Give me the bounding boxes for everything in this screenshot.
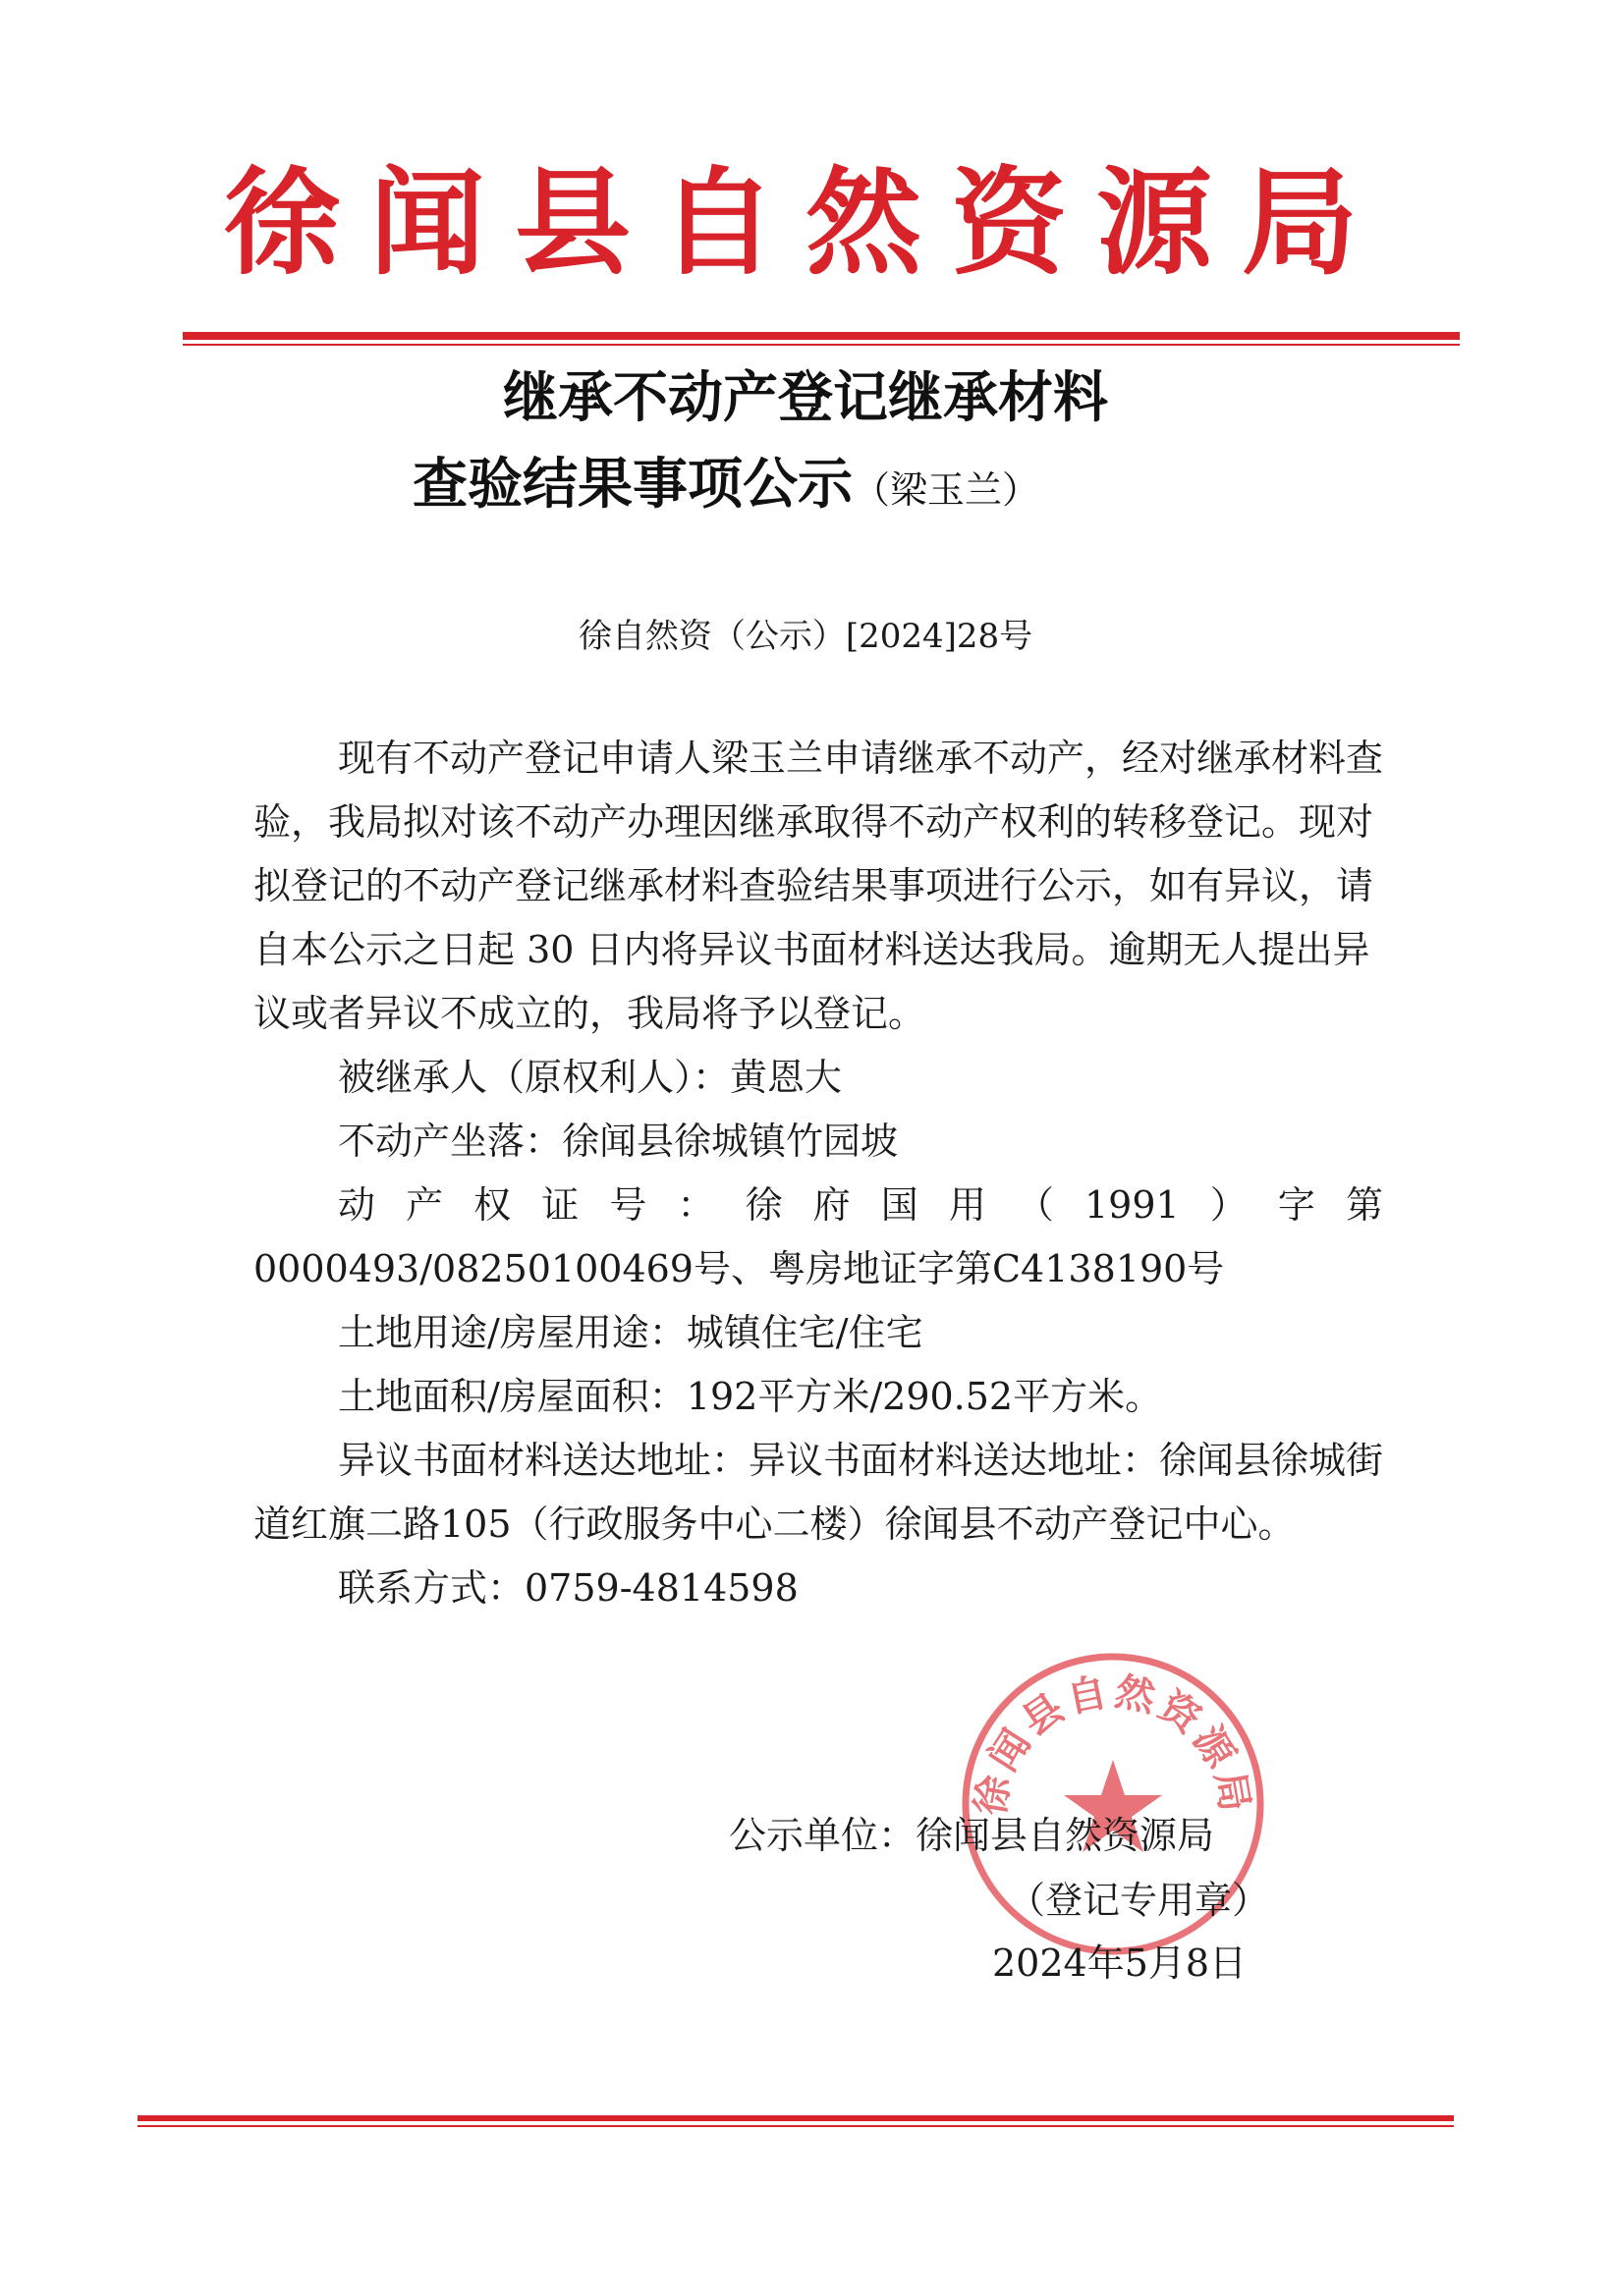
intro-paragraph: 现有不动产登记申请人梁玉兰申请继承不动产，经对继承材料查验，我局拟对该不动产办理因继承取得不动产权利的转移登记。现对拟登记的不动产登记继承材料查验结果事项进行公示，如有异议，请自本公示之日起 30 日内将异议书面材料送达我局。逾期无人提出异议或者异议不成立的，我局将予以登记。 [253,737,1384,1035]
notice-title-name: （梁玉兰） [853,468,1040,512]
notice-title-line2 [413,453,1040,517]
seal-note: （登记专用章） [1008,1879,1270,1922]
header-divider [183,332,1460,340]
seal-text: 徐闻县自然资源局 [968,1668,1258,1819]
certificate-line1: 动产权证号：徐府国用（1991）字第 [338,1183,1383,1227]
usage-line: 土地用途/房屋用途：城镇住宅/住宅 [338,1311,923,1354]
issuing-unit: 公示单位：徐闻县自然资源局 [729,1814,1215,1857]
header-divider-thin [183,344,1460,346]
area-line: 土地面积/房屋面积：192平方米/290.52平方米。 [338,1375,1163,1418]
document-number: 徐自然资（公示）[2024]28号 [578,617,1033,656]
notice-title-line2-text: 查验结果事项公示 [413,453,853,517]
objection-address: 异议书面材料送达地址：异议书面材料送达地址：徐闻县徐城街道红旗二路105（行政服务中心二楼）徐闻县不动产登记中心。 [253,1439,1384,1546]
contact-line: 联系方式：0759-4814598 [338,1566,799,1610]
footer-divider-thin [138,2125,1454,2127]
issue-date: 2024年5月8日 [992,1941,1248,1985]
certificate-line2: 0000493/08250100469号、粤房地证字第C4138190号 [253,1247,1225,1290]
location-line: 不动产坐落：徐闻县徐城镇竹园坡 [338,1120,899,1163]
heir-line: 被继承人（原权利人）：黄恩大 [338,1056,843,1099]
footer-divider [138,2115,1454,2121]
notice-body [253,727,1383,1620]
notice-title-line1: 继承不动产登记继承材料 [503,366,1108,430]
agency-masthead: 徐闻县自然资源局 [223,155,1387,291]
